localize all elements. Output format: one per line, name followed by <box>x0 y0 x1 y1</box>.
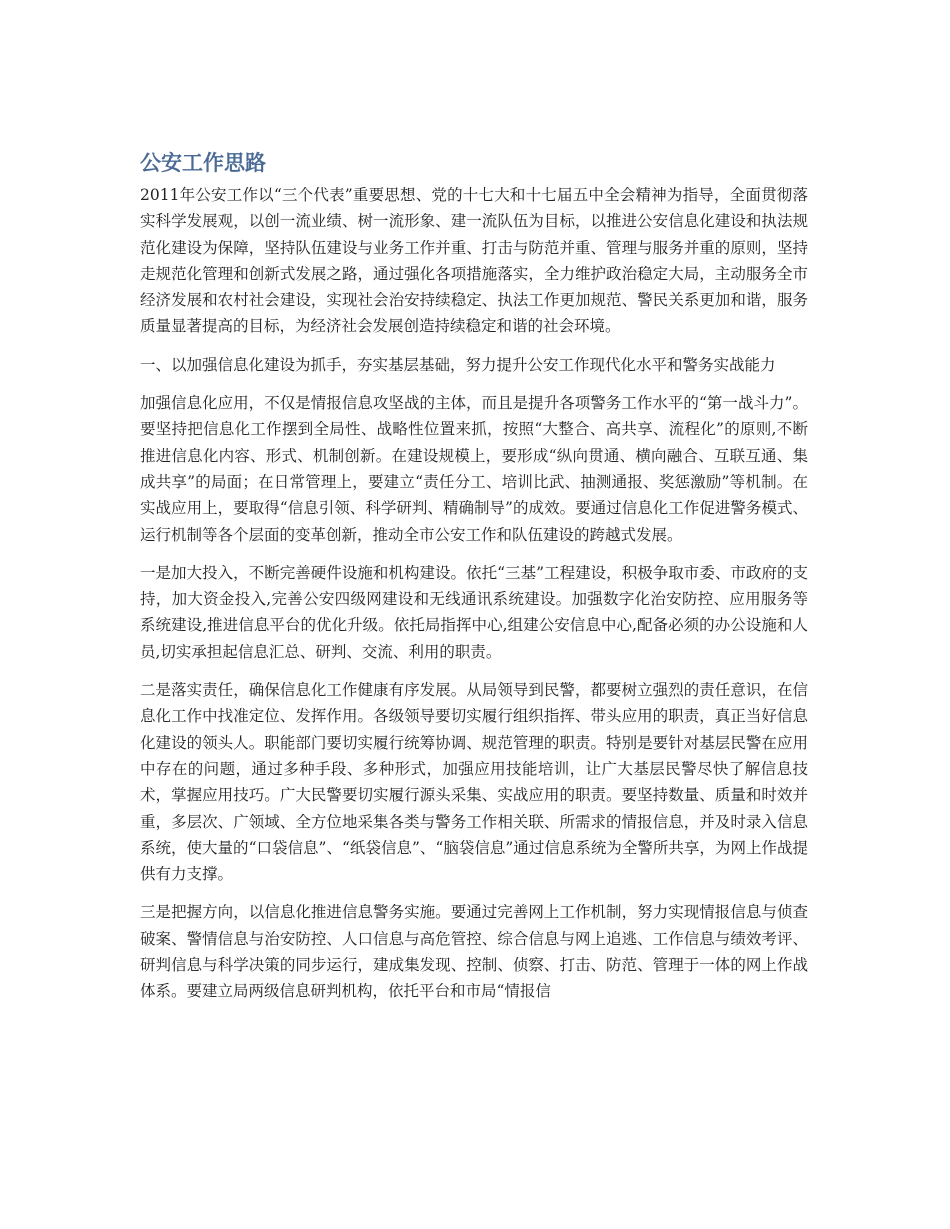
paragraph-point-2: 二是落实责任，确保信息化工作健康有序发展。从局领导到民警，都要树立强烈的责任意识，在信息化工作中找准定位、发挥作用。各级领导要切实履行组织指挥、带头应用的职责，真正当好信息化建设的领头人。职能部门要切实履行统筹协调、规范管理的职责。特别是要针对基层民警在应用中存在的问题，通过多种手段、多种形式，加强应用技能培训，让广大基层民警尽快了解信息技术，掌握应用技巧。广大民警要切实履行源头采集、实战应用的职责。要坚持数量、质量和时效并重，多层次、广领域、全方位地采集各类与警务工作相关联、所需求的情报信息，并及时录入信息系统，使大量的“口袋信息”、“纸袋信息”、“脑袋信息”通过信息系统为全警所共享，为网上作战提供有力支撑。 <box>140 681 808 884</box>
paragraph-point-1: 一是加大投入，不断完善硬件设施和机构建设。依托“三基”工程建设，积极争取市委、市政府的支持，加大资金投入,完善公安四级网建设和无线通讯系统建设。加强数字化治安防控、应用服务等系统建设,推进信息平台的优化升级。依托局指挥中心,组建公安信息中心,配备必须的办公设施和人员,切实承担起信息汇总、研判、交流、利用的职责。 <box>140 563 808 661</box>
paragraph-intro: 2011年公安工作以“三个代表”重要思想、党的十七大和十七届五中全会精神为指导，全面贯彻落实科学发展观，以创一流业绩、树一流形象、建一流队伍为目标，以推进公安信息化建设和执法规范化建设为保障，坚持队伍建设与业务工作并重、打击与防范并重、管理与服务并重的原则，坚持走规范化管理和创新式发展之路，通过强化各项措施落实，全力维护政治稳定大局，主动服务全市经济发展和农村社会建设，实现社会治安持续稳定、执法工作更加规范、警民关系更加和谐，服务质量显著提高的目标，为经济社会发展创造持续稳定和谐的社会环境。 <box>140 186 808 336</box>
document-title: 公安工作思路 <box>140 151 266 175</box>
paragraph-informatization: 加强信息化应用，不仅是情报信息攻坚战的主体，而且是提升各项警务工作水平的“第一战斗力”。要坚持把信息化工作摆到全局性、战略性位置来抓，按照“大整合、高共享、流程化”的原则,不断推进信息化内容、形式、机制创新。在建设规模上，要形成“纵向贯通、横向融合、互联互通、集成共享”的局面；在日常管理上，要建立“责任分工、培训比武、抽测通报、奖惩激励”等机制。在实战应用上，要取得“信息引领、科学研判、精确制导”的成效。要通过信息化工作促进警务模式、运行机制等各个层面的变革创新，推动全市公安工作和队伍建设的跨越式发展。 <box>140 394 808 544</box>
section-heading-1: 一、以加强信息化建设为抓手，夯实基层基础，努力提升公安工作现代化水平和警务实战能力 <box>140 355 776 374</box>
document-page <box>140 148 808 1017</box>
paragraph-point-3: 三是把握方向，以信息化推进信息警务实施。要通过完善网上工作机制，努力实现情报信息与侦查破案、警情信息与治安防控、人口信息与高危管控、综合信息与网上追逃、工作信息与绩效考评、研判信息与科学决策的同步运行，建成集发现、控制、侦察、打击、防范、管理于一体的网上作战体系。要建立局两级信息研判机构，依托平台和市局“情报信 <box>140 903 808 1001</box>
